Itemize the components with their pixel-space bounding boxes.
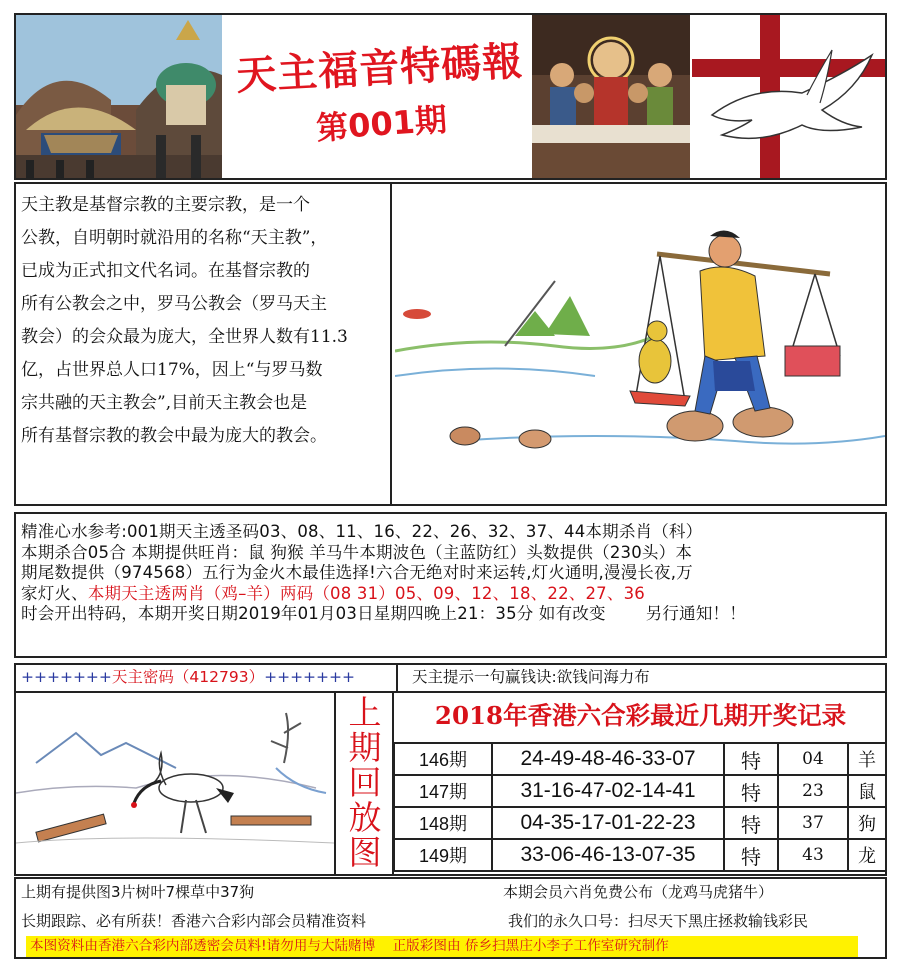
reference-line: 精准心水参考:001期天主透圣码03、08、11、16、22、26、32、37、44本期杀肖（科） <box>21 522 703 541</box>
intro-line: 教会）的会众最为庞大，全世界人数有11.3 <box>21 327 348 347</box>
records-title: 2018年香港六合彩最近几期开奖记录 <box>434 701 847 730</box>
intro-text <box>21 189 386 453</box>
secret-code: +++++++天主密码（412793）+++++++ <box>21 668 356 686</box>
intro-line: 已成为正式扣文代名词。在基督宗教的 <box>21 261 310 281</box>
table-row: 147期 31-16-47-02-14-41 特 23 鼠 <box>394 775 886 807</box>
cross-dove-image <box>692 15 885 178</box>
intro-line: 宗共融的天主教会”,目前天主教会也是 <box>21 393 308 413</box>
crane-illustration <box>16 693 334 874</box>
cathedral-image <box>16 15 222 178</box>
table-row: 148期 04-35-17-01-22-23 特 37 狗 <box>394 807 886 839</box>
reference-line: 家灯火、本期天主透两肖（鸡–羊）两码（08 31）05、09、12、18、22、27、36 <box>21 583 645 603</box>
table-row: 149期 33-06-46-13-07-35 特 43 龙 <box>394 839 886 871</box>
illustration-divider <box>334 693 336 874</box>
table-row: 146期 24-49-48-46-33-07 特 04 羊 <box>394 743 886 775</box>
records-table <box>393 742 887 872</box>
reference-text <box>21 522 883 625</box>
intro-line: 亿，占世界总人口17%，因上“与罗马数 <box>21 360 323 380</box>
reference-line: 本期杀合05合 本期提供旺肖：鼠 狗猴 羊马牛本期波色（主蓝防红）头数提供（230头）本 <box>21 542 693 562</box>
footer-banner-text: 本图资料由香港六合彩内部透密会员料!请勿用与大陆赌博 正版彩图由 侨乡扫黑庄小李子工作室研究制作 <box>30 938 669 954</box>
footer-left-2: 长期跟踪、必有所获！香港六合彩内部会员精准资料 <box>21 912 367 930</box>
religious-painting-image <box>532 15 690 178</box>
highlight-pick: 本期天主透两肖（鸡–羊）两码（08 31）05、09、12、18、22、27、36 <box>87 583 645 603</box>
header-title-area <box>224 15 530 178</box>
issue-number: 第001期 <box>314 100 449 148</box>
intro-line: 所有基督宗教的教会中最为庞大的教会。 <box>21 426 327 446</box>
intro-line: 公教，自明朝时就沿用的名称“天主教”， <box>21 228 328 248</box>
intro-line: 天主教是基督宗教的主要宗教，是一个 <box>21 195 310 215</box>
page-title: 天主福音特碼報 <box>235 38 525 100</box>
footer-right-1: 本期会员六肖免费公布（龙鸡马虎猪牛） <box>503 883 774 901</box>
replay-label: 上 期 回 放 图 <box>348 693 382 872</box>
header-divider <box>396 665 398 693</box>
footer-left-1: 上期有提供图3片树叶7棵草中37狗 <box>21 883 255 901</box>
intro-divider <box>390 184 392 504</box>
reference-line: 时会开出特码，本期开奖日期2019年01月03日星期四晚上21：35分 如有改变 另行通知！！ <box>21 604 746 623</box>
porter-monkey-illustration <box>395 186 885 504</box>
winning-hint: 天主提示一句赢钱诀:欲钱问海力布 <box>412 668 650 686</box>
footer-right-2: 我们的永久口号：扫尽天下黑庄拯救输钱彩民 <box>508 912 809 930</box>
reference-line: 期尾数提供（974568）五行为金火木最佳选择!六合无绝对时来运转,灯火通明,漫漫长夜,万 <box>21 563 693 582</box>
intro-line: 所有公教会之中，罗马公教会（罗马天主 <box>21 294 327 314</box>
